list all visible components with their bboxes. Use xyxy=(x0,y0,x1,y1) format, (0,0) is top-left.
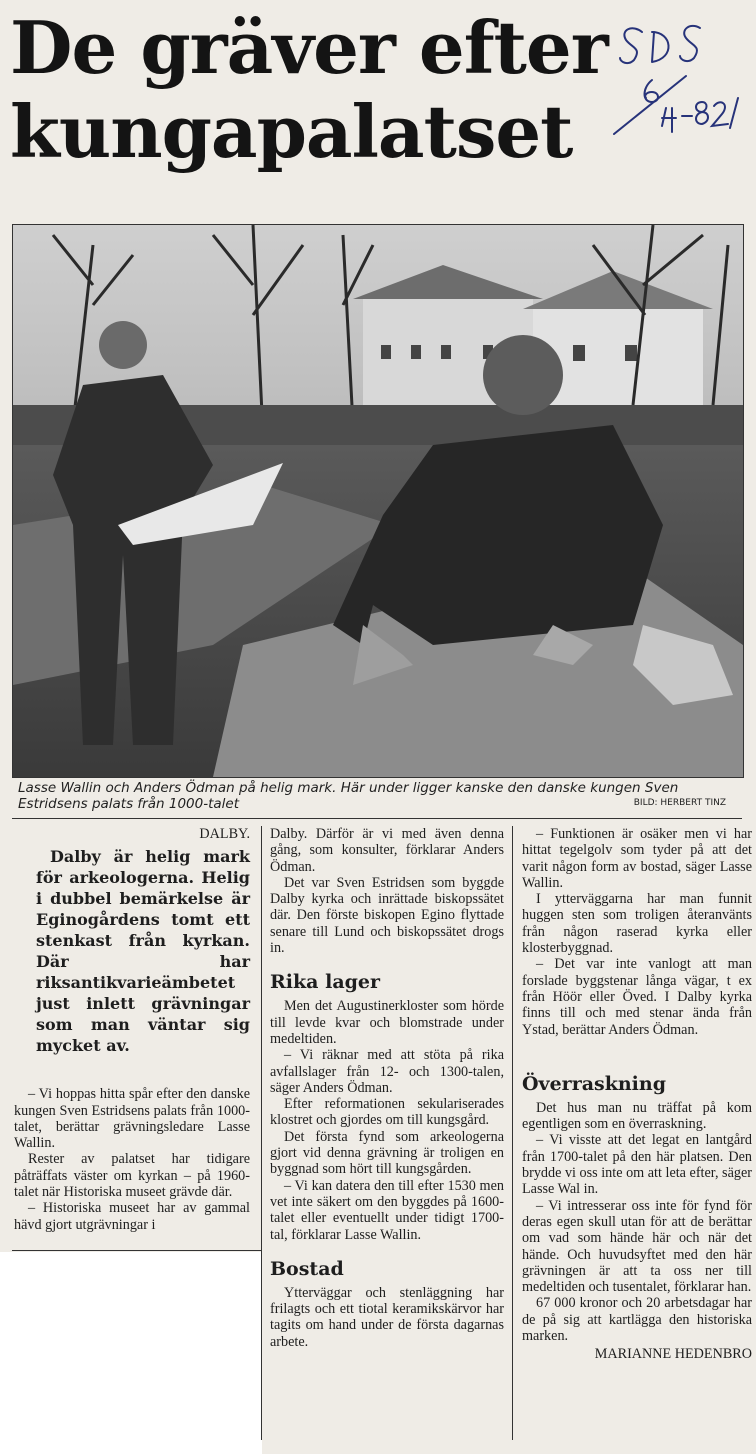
paragraph: – Vi kan datera den till efter 1530 men vet inte säkert om den byggdes på 1600-talet eller eventuellt under tidigt 1700-tal, förklarar Lasse Wallin. xyxy=(270,1177,504,1243)
caption-rule xyxy=(12,818,742,819)
paragraph: – Vi intresserar oss inte för fynd för deras egen skull utan för att de berättar om vad som hände här och när det hände. Och huvudsyftet med den här grävningen är att ta oss ner till medeltiden och tusentalet, förklarar han. xyxy=(522,1197,752,1296)
paragraph: 67 000 kronor och 20 arbetsdagar har de på sig att kartlägga den historiska marken. xyxy=(522,1295,752,1345)
paragraph: Det första fynd som arkeologerna gjort vid denna grävning är troligen en byggnad som hört till kungsgården. xyxy=(270,1128,504,1178)
column-rule-2 xyxy=(512,826,513,1440)
paragraph: Men det Augustinerkloster som hörde till levde kvar och blomstrade under medeltiden. xyxy=(270,998,504,1047)
photo-caption: Lasse Wallin och Anders Ödman på helig mark. Här under ligger kanske den danske kungen Sven Estridsens palats från 1000-talet xyxy=(18,780,679,812)
paragraph: – Historiska museet har av gammal hävd gjort utgrävningar i xyxy=(14,1200,250,1233)
dateline: DALBY. xyxy=(199,826,250,842)
paragraph: – Vi visste att det legat en lantgård från 1700-talet på den här platsen. Den brydde vi oss inte om att leta efter, säger Lasse Wal in. xyxy=(522,1132,752,1198)
paragraph: Efter reformationen sekulariserades klostret och gjordes om till kungsgård. xyxy=(270,1096,504,1129)
article-column-1 xyxy=(14,826,250,1233)
handwritten-date-note xyxy=(612,18,752,138)
photo-credit: BILD: HERBERT TINZ xyxy=(633,798,726,808)
paragraph: Det hus man nu träffat på kom egentligen som en överraskning. xyxy=(522,1099,752,1133)
paragraph: – Det var inte vanlogt att man forslade byggstenar långa vägar, t ex från Höör eller Öved. I Dalby kyrka finns till och med stenar ända från Ystad, berättar Anders Ödman. xyxy=(522,956,752,1038)
handwritten-signature-graphic xyxy=(612,18,752,138)
headline: De gräver efter kungapalatset xyxy=(10,5,608,174)
paragraph: Dalby. Därför är vi med även denna gång, som konsulter, förklarar Anders Ödman. xyxy=(270,826,504,875)
byline: MARIANNE HEDENBRO xyxy=(594,1346,752,1363)
article-column-2 xyxy=(270,826,504,1350)
paragraph: Det var Sven Estridsen som byggde Dalby kyrka och inrättade biskopssätet där. Den förste biskopen Egino flyttade senare till Lund och biskopssätet drogs in. xyxy=(270,874,504,957)
paragraph: I ytterväggarna har man funnit huggen sten som troligen återanvänts från någon raserad kyrka eller klosterbyggnad. xyxy=(522,891,752,957)
column-rule-1 xyxy=(261,826,262,1440)
article-column-3 xyxy=(522,826,752,1363)
paragraph: – Funktionen är osäker men vi har hittat tegelgolv som tyder på att det varit någon form av bostad, säger Lasse Wallin. xyxy=(522,826,752,891)
paragraph: – Vi hoppas hitta spår efter den danske kungen Sven Estridsens palats från 1000-talet, berättar grävningsledare Lasse Wallin. xyxy=(14,1086,250,1152)
paragraph: Rester av palatset har tidigare påträffats väster om kyrkan – på 1960-talet när Historiska museet grävde där. xyxy=(14,1151,250,1201)
blank-paper-area xyxy=(0,1252,262,1454)
paragraph: Ytterväggar och stenläggning har frilagts och ett tiotal keramikskärvor har tagits om hand under de första dagarnas arbete. xyxy=(270,1284,504,1350)
news-photo-archaeologists xyxy=(12,224,744,778)
subheading-overraskning: Överraskning xyxy=(522,1072,667,1095)
lead-paragraph: Dalby är helig mark för arkeologerna. Helig i dubbel bemärkelse är Eginogårdens tomt ett stenkast från kyrkan. Där har riksantikvarieämbetet just inlett grävningar som man väntar sig mycket av. xyxy=(36,847,250,1056)
subheading-rika-lager: Rika lager xyxy=(270,971,381,994)
paragraph: – Vi räknar med att stöta på rika avfallslager från 12- och 1300-talen, säger Anders Ödman. xyxy=(270,1047,504,1096)
subheading-bostad: Bostad xyxy=(270,1257,344,1280)
clip-edge-rule xyxy=(12,1250,262,1251)
